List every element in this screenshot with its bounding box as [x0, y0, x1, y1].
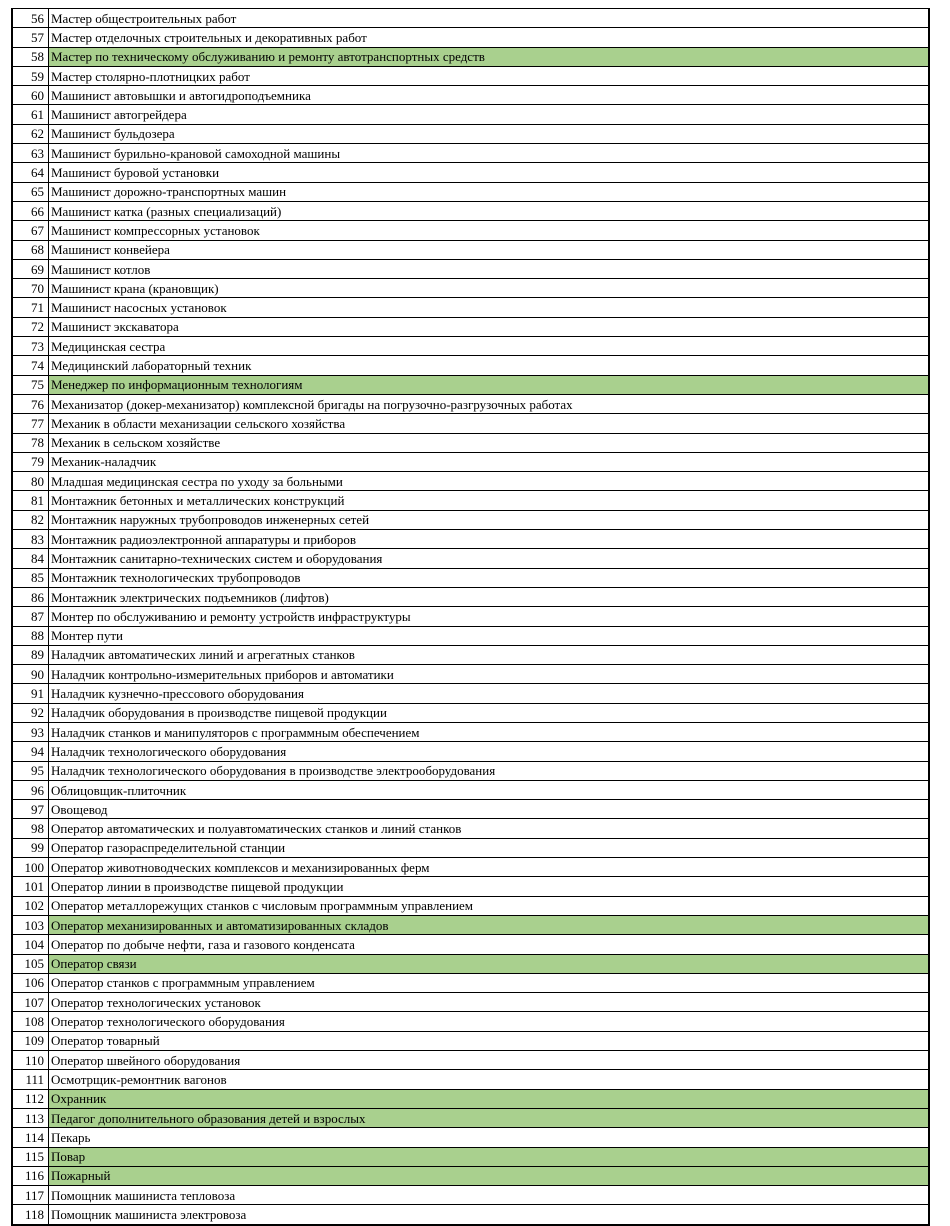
table-row	[12, 935, 929, 954]
profession-name: Машинист компрессорных установок	[49, 221, 930, 240]
profession-name: Оператор связи	[49, 954, 930, 973]
table-row	[12, 240, 929, 259]
row-number: 76	[12, 394, 49, 413]
profession-name: Машинист конвейера	[49, 240, 930, 259]
profession-name: Механик в области механизации сельского хозяйства	[49, 414, 930, 433]
profession-name: Мастер отделочных строительных и декоративных работ	[49, 28, 930, 47]
profession-name: Младшая медицинская сестра по уходу за больными	[49, 472, 930, 491]
table-row	[12, 144, 929, 163]
profession-name: Монтажник бетонных и металлических конструкций	[49, 491, 930, 510]
profession-name: Осмотрщик-ремонтник вагонов	[49, 1070, 930, 1089]
row-number: 69	[12, 259, 49, 278]
table-row	[12, 510, 929, 529]
table-row	[12, 684, 929, 703]
table-row	[12, 356, 929, 375]
row-number: 94	[12, 742, 49, 761]
row-number: 95	[12, 761, 49, 780]
profession-name: Машинист катка (разных специализаций)	[49, 201, 930, 220]
table-row	[12, 337, 929, 356]
table-row	[12, 259, 929, 278]
row-number: 62	[12, 124, 49, 143]
table-row-highlighted	[12, 1147, 929, 1166]
table-row	[12, 896, 929, 915]
profession-name: Оператор животноводческих комплексов и механизированных ферм	[49, 858, 930, 877]
profession-name: Овощевод	[49, 800, 930, 819]
profession-name: Машинист автовышки и автогидроподъемника	[49, 86, 930, 105]
profession-name: Медицинская сестра	[49, 337, 930, 356]
row-number: 81	[12, 491, 49, 510]
row-number: 116	[12, 1166, 49, 1185]
table-row	[12, 819, 929, 838]
row-number: 88	[12, 626, 49, 645]
table-row	[12, 722, 929, 741]
table-row	[12, 780, 929, 799]
table-row	[12, 105, 929, 124]
table-row	[12, 201, 929, 220]
table-row	[12, 1051, 929, 1070]
profession-name: Монтажник санитарно-технических систем и оборудования	[49, 549, 930, 568]
profession-name: Оператор швейного оборудования	[49, 1051, 930, 1070]
row-number: 103	[12, 915, 49, 934]
row-number: 85	[12, 568, 49, 587]
row-number: 86	[12, 587, 49, 606]
profession-name: Оператор по добыче нефти, газа и газового конденсата	[49, 935, 930, 954]
row-number: 78	[12, 433, 49, 452]
row-number: 100	[12, 858, 49, 877]
profession-name: Монтажник радиоэлектронной аппаратуры и приборов	[49, 530, 930, 549]
row-number: 59	[12, 66, 49, 85]
profession-name: Машинист автогрейдера	[49, 105, 930, 124]
row-number: 93	[12, 722, 49, 741]
row-number: 73	[12, 337, 49, 356]
table-row	[12, 761, 929, 780]
profession-name: Оператор товарный	[49, 1031, 930, 1050]
row-number: 107	[12, 993, 49, 1012]
row-number: 104	[12, 935, 49, 954]
profession-name: Монтажник технологических трубопроводов	[49, 568, 930, 587]
profession-name: Облицовщик-плиточник	[49, 780, 930, 799]
profession-name: Оператор линии в производстве пищевой продукции	[49, 877, 930, 896]
profession-name: Повар	[49, 1147, 930, 1166]
professions-table	[11, 8, 930, 1226]
profession-name: Машинист насосных установок	[49, 298, 930, 317]
row-number: 115	[12, 1147, 49, 1166]
row-number: 64	[12, 163, 49, 182]
table-row	[12, 221, 929, 240]
profession-name: Мастер по техническому обслуживанию и ремонту автотранспортных средств	[49, 47, 930, 66]
row-number: 80	[12, 472, 49, 491]
table-row	[12, 530, 929, 549]
profession-name: Наладчик станков и манипуляторов с программным обеспечением	[49, 722, 930, 741]
table-row	[12, 298, 929, 317]
profession-name: Пожарный	[49, 1166, 930, 1185]
profession-name: Педагог дополнительного образования детей и взрослых	[49, 1108, 930, 1127]
profession-name: Монтажник электрических подъемников (лифтов)	[49, 587, 930, 606]
table-row	[12, 838, 929, 857]
profession-name: Механик в сельском хозяйстве	[49, 433, 930, 452]
table-row-highlighted	[12, 47, 929, 66]
row-number: 111	[12, 1070, 49, 1089]
row-number: 98	[12, 819, 49, 838]
row-number: 75	[12, 375, 49, 394]
row-number: 101	[12, 877, 49, 896]
table-row	[12, 472, 929, 491]
table-row	[12, 877, 929, 896]
profession-name: Наладчик оборудования в производстве пищевой продукции	[49, 703, 930, 722]
table-row	[12, 549, 929, 568]
table-row-highlighted	[12, 1166, 929, 1185]
row-number: 61	[12, 105, 49, 124]
row-number: 97	[12, 800, 49, 819]
profession-name: Помощник машиниста тепловоза	[49, 1186, 930, 1205]
profession-name: Наладчик технологического оборудования в производстве электрооборудования	[49, 761, 930, 780]
row-number: 92	[12, 703, 49, 722]
table-row	[12, 491, 929, 510]
table-row	[12, 163, 929, 182]
table-row	[12, 568, 929, 587]
table-row	[12, 858, 929, 877]
profession-name: Охранник	[49, 1089, 930, 1108]
table-row	[12, 124, 929, 143]
table-row-highlighted	[12, 1089, 929, 1108]
table-row	[12, 626, 929, 645]
table-row	[12, 665, 929, 684]
table-row	[12, 645, 929, 664]
row-number: 65	[12, 182, 49, 201]
profession-name: Помощник машиниста электровоза	[49, 1205, 930, 1225]
row-number: 63	[12, 144, 49, 163]
profession-name: Оператор механизированных и автоматизированных складов	[49, 915, 930, 934]
profession-name: Механизатор (докер-механизатор) комплексной бригады на погрузочно-разгрузочных работах	[49, 394, 930, 413]
row-number: 106	[12, 973, 49, 992]
row-number: 79	[12, 452, 49, 471]
profession-name: Монтер по обслуживанию и ремонту устройств инфраструктуры	[49, 607, 930, 626]
professions-table-body	[12, 9, 929, 1225]
profession-name: Оператор автоматических и полуавтоматических станков и линий станков	[49, 819, 930, 838]
row-number: 109	[12, 1031, 49, 1050]
row-number: 114	[12, 1128, 49, 1147]
row-number: 112	[12, 1089, 49, 1108]
row-number: 99	[12, 838, 49, 857]
table-row	[12, 9, 929, 28]
row-number: 102	[12, 896, 49, 915]
row-number: 66	[12, 201, 49, 220]
row-number: 82	[12, 510, 49, 529]
row-number: 77	[12, 414, 49, 433]
row-number: 113	[12, 1108, 49, 1127]
table-row	[12, 607, 929, 626]
row-number: 72	[12, 317, 49, 336]
table-row-highlighted	[12, 375, 929, 394]
table-row	[12, 1031, 929, 1050]
table-row	[12, 317, 929, 336]
profession-name: Пекарь	[49, 1128, 930, 1147]
profession-name: Оператор технологических установок	[49, 993, 930, 1012]
profession-name: Наладчик кузнечно-прессового оборудования	[49, 684, 930, 703]
profession-name: Машинист крана (крановщик)	[49, 279, 930, 298]
profession-name: Менеджер по информационным технологиям	[49, 375, 930, 394]
table-row	[12, 742, 929, 761]
table-row	[12, 973, 929, 992]
profession-name: Машинист буровой установки	[49, 163, 930, 182]
row-number: 58	[12, 47, 49, 66]
table-row-highlighted	[12, 1108, 929, 1127]
table-row	[12, 1012, 929, 1031]
profession-name: Машинист бульдозера	[49, 124, 930, 143]
row-number: 108	[12, 1012, 49, 1031]
profession-name: Монтер пути	[49, 626, 930, 645]
row-number: 56	[12, 9, 49, 28]
profession-name: Машинист котлов	[49, 259, 930, 278]
profession-name: Оператор металлорежущих станков с числовым программным управлением	[49, 896, 930, 915]
table-row	[12, 28, 929, 47]
row-number: 90	[12, 665, 49, 684]
profession-name: Машинист экскаватора	[49, 317, 930, 336]
table-row	[12, 1186, 929, 1205]
table-row	[12, 86, 929, 105]
profession-name: Механик-наладчик	[49, 452, 930, 471]
table-row	[12, 66, 929, 85]
row-number: 110	[12, 1051, 49, 1070]
profession-name: Наладчик автоматических линий и агрегатных станков	[49, 645, 930, 664]
row-number: 84	[12, 549, 49, 568]
row-number: 67	[12, 221, 49, 240]
table-row	[12, 433, 929, 452]
profession-name: Оператор технологического оборудования	[49, 1012, 930, 1031]
profession-name: Медицинский лабораторный техник	[49, 356, 930, 375]
profession-name: Наладчик контрольно-измерительных приборов и автоматики	[49, 665, 930, 684]
row-number: 83	[12, 530, 49, 549]
row-number: 96	[12, 780, 49, 799]
table-row	[12, 1128, 929, 1147]
table-row	[12, 182, 929, 201]
table-row	[12, 800, 929, 819]
row-number: 87	[12, 607, 49, 626]
table-row	[12, 703, 929, 722]
profession-name: Мастер общестроительных работ	[49, 9, 930, 28]
table-row	[12, 414, 929, 433]
table-row	[12, 452, 929, 471]
table-row-highlighted	[12, 915, 929, 934]
table-row	[12, 394, 929, 413]
row-number: 74	[12, 356, 49, 375]
row-number: 105	[12, 954, 49, 973]
row-number: 91	[12, 684, 49, 703]
row-number: 68	[12, 240, 49, 259]
row-number: 57	[12, 28, 49, 47]
profession-name: Оператор станков с программным управлением	[49, 973, 930, 992]
profession-name: Мастер столярно-плотницких работ	[49, 66, 930, 85]
profession-name: Машинист дорожно-транспортных машин	[49, 182, 930, 201]
profession-name: Оператор газораспределительной станции	[49, 838, 930, 857]
profession-name: Наладчик технологического оборудования	[49, 742, 930, 761]
row-number: 60	[12, 86, 49, 105]
table-row	[12, 1205, 929, 1225]
row-number: 117	[12, 1186, 49, 1205]
row-number: 89	[12, 645, 49, 664]
table-row	[12, 1070, 929, 1089]
row-number: 71	[12, 298, 49, 317]
table-row	[12, 279, 929, 298]
row-number: 118	[12, 1205, 49, 1225]
row-number: 70	[12, 279, 49, 298]
profession-name: Машинист бурильно-крановой самоходной машины	[49, 144, 930, 163]
table-row-highlighted	[12, 954, 929, 973]
profession-name: Монтажник наружных трубопроводов инженерных сетей	[49, 510, 930, 529]
table-row	[12, 993, 929, 1012]
table-row	[12, 587, 929, 606]
